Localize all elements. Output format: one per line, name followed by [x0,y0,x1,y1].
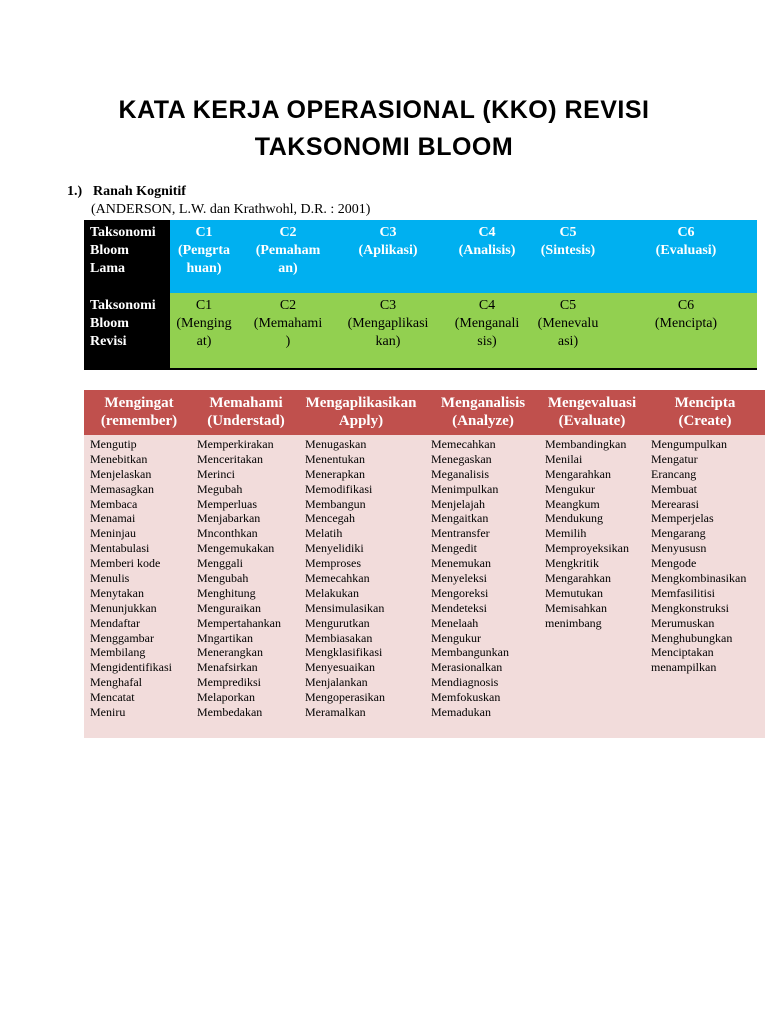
verb-item: Menulis [90,571,130,586]
verb-item: Membuat [651,481,697,496]
cell-line: (Pemaham [255,243,321,258]
verb-item: Meramalkan [305,705,366,720]
verb-item: Mendeteksi [431,600,487,615]
verb-item: Menerapkan [305,466,365,481]
cell-line: (Sintesis) [540,243,596,258]
verb-item: Menilai [545,451,583,466]
row-header-line: Lama [90,261,125,276]
taxonomy-row-cells [170,293,757,368]
verb-item: Mengubah [197,571,249,586]
row-header-line: Bloom [90,243,129,258]
taxonomy-row-header [84,220,170,293]
taxonomy-cell-c3 [342,297,434,351]
header-line: (Understad) [207,413,285,429]
cell-line: sis) [477,334,497,349]
header-line: Mengevaluasi [547,395,637,411]
section-source: (ANDERSON, L.W. dan Krathwohl, D.R. : 2001) [91,202,371,217]
row-header-line: Taksonomi [90,298,156,313]
verb-item: Memadukan [431,705,491,720]
verb-item: Mengatur [651,451,698,466]
cell-line: ) [285,334,291,349]
verb-column-mengevaluasi [545,437,629,631]
taxonomy-cell-c4 [448,297,526,351]
verb-item: Memperjelas [651,511,714,526]
verb-item: Mengoreksi [431,585,489,600]
verb-item: Mengode [651,556,697,571]
verb-item: Menebitkan [90,451,148,466]
cell-line: (Pengrta [177,243,231,258]
verb-item: Mengarahkan [545,571,611,586]
verb-column-mengingat [90,437,172,720]
verb-item: Memprediksi [197,675,261,690]
verb-item: Menegaskan [431,451,492,466]
verb-item: Membangun [305,496,366,511]
verb-item: Menceritakan [197,451,263,466]
verb-item: Menyesuaikan [305,660,375,675]
verb-item: Mengkombinasikan [651,571,747,586]
verb-item: Meniru [90,705,126,720]
verb-item: Memilih [545,526,587,541]
cell-line: (Menging [176,316,232,331]
verb-item: Menghitung [197,585,256,600]
verb-column-menganalisis [431,437,509,720]
verb-item: Melatih [305,526,343,541]
document-title-line-2: TAKSONOMI BLOOM [254,133,514,161]
cell-line: an) [278,261,298,276]
section-title: Ranah Kognitif [93,184,186,199]
cell-line: C3 [379,225,397,240]
column-header-mengevaluasi [540,394,644,430]
verb-item: Menentukan [305,451,365,466]
verb-item: Memfasilitisi [651,585,715,600]
operational-verb-table [84,390,765,738]
verb-item: Merinci [197,466,235,481]
verb-item: Mendiagnosis [431,675,499,690]
cell-line: C5 [559,225,577,240]
verb-item: Menunjukkan [90,600,157,615]
cell-line: C1 [195,298,213,313]
cell-line: C6 [677,298,695,313]
verb-item: Membandingkan [545,437,627,451]
cell-line: C4 [478,225,496,240]
header-line: (Evaluate) [558,413,626,429]
verb-item: Menggali [197,556,243,571]
verb-item: Mendaftar [90,615,140,630]
verb-item: Menerangkan [197,645,263,660]
verb-item: Menelaah [431,615,479,630]
verb-item: Mengklasifikasi [305,645,383,660]
verb-item: Mengukur [545,481,595,496]
header-line: (remember) [100,413,178,429]
verb-item: Membedakan [197,705,263,720]
verb-item: Membiasakan [305,630,373,645]
taxonomy-cell-c6 [626,224,746,260]
taxonomy-row-cells [170,220,757,293]
row-header-line: Revisi [90,334,127,349]
verb-item: Memproses [305,556,361,571]
verb-item: Mnconthkan [197,526,258,541]
verb-item: Meninjau [90,526,136,541]
verb-item: Menafsirkan [197,660,258,675]
document-title-line-1: KATA KERJA OPERASIONAL (KKO) REVISI [118,96,650,124]
cell-line: (Menevalu [537,316,599,331]
verb-item: Menugaskan [305,437,367,451]
verb-item: Merasionalkan [431,660,503,675]
verb-item: Mengaitkan [431,511,489,526]
verb-item: Mengkonstruksi [651,600,729,615]
verb-item: Menytakan [90,585,144,600]
verb-item: Mendukung [545,511,603,526]
verb-item: Memperkirakan [197,437,274,451]
header-line: Memahami [209,395,283,411]
taxonomy-cell-c4 [448,224,526,260]
cell-line: (Evaluasi) [655,243,717,258]
verb-item: Menimpulkan [431,481,499,496]
verb-item: Mengkritik [545,556,599,571]
taxonomy-row-revisi [84,293,757,370]
verb-item: Memproyeksikan [545,541,629,556]
cell-line: C4 [478,298,496,313]
verb-item: menampilkan [651,660,717,675]
row-header-line: Bloom [90,316,129,331]
verb-item: Memberi kode [90,556,161,571]
verb-item: Menjabarkan [197,511,261,526]
taxonomy-cell-c6 [626,297,746,333]
cell-line: (Memahami [253,316,323,331]
verb-item: Melakukan [305,585,359,600]
header-line: Mengingat [104,395,174,411]
verb-item: Menghafal [90,675,142,690]
verb-item: Mentabulasi [90,541,150,556]
verb-item: Menjelaskan [90,466,152,481]
column-header-mencipta [646,394,764,430]
verb-item: Menjalankan [305,675,368,690]
verb-item: Memisahkan [545,600,607,615]
verb-item: Mensimulasikan [305,600,385,615]
header-line: (Analyze) [452,413,514,429]
verb-item: Mengemukakan [197,541,275,556]
verb-item: Meganalisis [431,466,489,481]
cell-line: (Analisis) [458,243,516,258]
verb-item: Memodifikasi [305,481,373,496]
cell-line: (Menganali [454,316,520,331]
cell-line: C5 [559,298,577,313]
verb-item: Memasagkan [90,481,154,496]
taxonomy-cell-c5 [532,297,604,351]
cell-line: at) [196,334,212,349]
verb-column-mencipta [651,437,746,675]
taxonomy-cell-c2 [250,224,326,278]
verb-item: menimbang [545,615,602,630]
verb-item: Menyususn [651,541,707,556]
verb-item: Memfokuskan [431,690,501,705]
verb-item: Mencatat [90,690,135,705]
column-header-menganalisis [430,394,536,430]
verb-item: Menyeleksi [431,571,487,586]
taxonomy-row-header [84,293,170,368]
cell-line: (Mengaplikasi [347,316,429,331]
verb-item: Mencegah [305,511,355,526]
verb-item: Megubah [197,481,243,496]
cell-line: C1 [195,225,213,240]
verb-item: Melaporkan [197,690,255,705]
cell-line: C2 [279,298,297,313]
verb-item: Menyelidiki [305,541,364,556]
verb-item: Mengumpulkan [651,437,727,451]
verb-item: Mengoperasikan [305,690,385,705]
taxonomy-cell-c1 [170,297,238,351]
row-header-line: Taksonomi [90,225,156,240]
column-header-mengingat [84,394,194,430]
verb-item: Mentransfer [431,526,490,541]
verb-column-memahami [197,437,281,720]
verb-item: Membilang [90,645,146,660]
column-header-mengaplikasikan [298,394,424,430]
verb-item: Membangunkan [431,645,509,660]
verb-item: Memutukan [545,585,603,600]
verb-item: Menemukan [431,556,491,571]
section-number: 1.) [67,184,83,199]
verb-item: Membaca [90,496,138,511]
verb-item: Meangkum [545,496,600,511]
cell-line: C2 [279,225,297,240]
verb-item: Menamai [90,511,136,526]
cell-line: C3 [379,298,397,313]
verb-column-mengaplikasikan [305,437,385,720]
verb-item: Mempertahankan [197,615,281,630]
column-header-memahami [196,394,296,430]
section-heading [67,184,186,200]
cell-line: asi) [557,334,579,349]
verb-item: Menguraikan [197,600,261,615]
verb-item: Mengutip [90,437,137,451]
verb-item: Mengarahkan [545,466,611,481]
header-line: Apply) [338,413,384,429]
verb-item: Menghubungkan [651,630,733,645]
header-line: Mencipta [674,395,736,411]
cell-line: (Aplikasi) [358,243,418,258]
cell-line: huan) [186,261,222,276]
cell-line: (Mencipta) [654,316,718,331]
verb-item: Menjelajah [431,496,485,511]
verb-item: Memecahkan [431,437,496,451]
verb-item: Mengidentifikasi [90,660,172,675]
header-line: Mengaplikasikan [305,395,417,411]
cell-line: C6 [677,225,695,240]
verb-item: Memperluas [197,496,257,511]
verb-item: Menciptakan [651,645,714,660]
verb-item: Erancang [651,466,697,481]
header-line: Menganalisis [440,395,526,411]
verb-item: Merearasi [651,496,699,511]
taxonomy-cell-c5 [532,224,604,260]
verb-item: Mengarang [651,526,706,541]
header-line: (Create) [678,413,732,429]
verb-item: Mengukur [431,630,481,645]
cell-line: kan) [375,334,401,349]
taxonomy-comparison-table [84,220,757,370]
verb-item: Menggambar [90,630,154,645]
verb-item: Merumuskan [651,615,715,630]
taxonomy-cell-c3 [342,224,434,260]
taxonomy-cell-c1 [170,224,238,278]
verb-table-header [84,390,765,435]
verb-item: Mengedit [431,541,477,556]
verb-item: Mengurutkan [305,615,370,630]
taxonomy-row-lama [84,220,757,293]
verb-item: Memecahkan [305,571,370,586]
verb-item: Mngartikan [197,630,253,645]
taxonomy-cell-c2 [250,297,326,351]
